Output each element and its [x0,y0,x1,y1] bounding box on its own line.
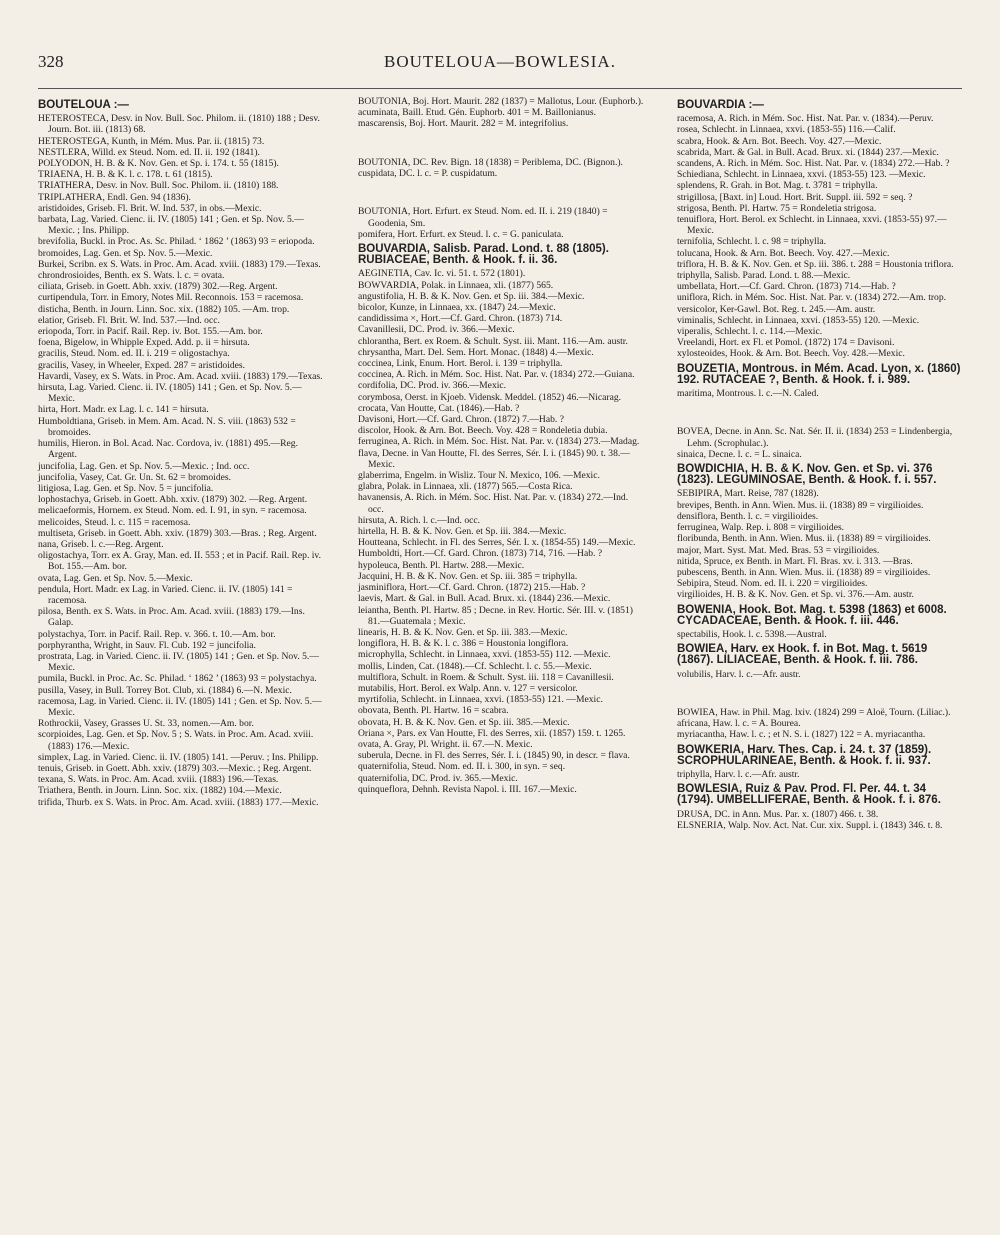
entry-list [358,96,645,240]
entry: lophostachya, Griseb. in Goett. Abh. xxiv. (1879) 302. —Reg. Argent. [38,494,308,506]
entry: hirsuta, A. Rich. l. c.—Ind. occ. [358,514,481,526]
entry: versicolor, Ker-Gawl. Bot. Reg. t. 245.—Am. austr. [677,303,876,315]
entry: pubescens, Benth. in Ann. Wien. Mus. ii. (1838) 89 = virgilioides. [677,566,931,578]
entry: TRIAENA, H. B. & K. l. c. 178. t. 61 (1815). [38,169,213,181]
entry: oligostachya, Torr. ex A. Gray, Man. ed. II. 553 ; et in Pacif. Rail. Rep. iv. Bot. 155.—Am. bor. [38,550,321,573]
entry-list [677,669,964,741]
entry: coccinea, A. Rich. in Mém. Soc. Hist. Nat. Par. v. (1834) 272.—Guiana. [358,369,635,381]
entry: melicaeformis, Hornem. ex Steud. Nom. ed. I. 91, in syn. = racemosa. [38,505,307,517]
column-1 [38,96,325,808]
entry: scabra, Hook. & Arn. Bot. Beech. Voy. 427.—Mexic. [677,135,882,147]
entry: corymbosa, Oerst. in Kjoeb. Vidensk. Meddel. (1852) 46.—Nicarag. [358,391,622,403]
entry: virgilioides, H. B. & K. Nov. Gen. et Sp. vi. 376.—Am. austr. [677,589,914,601]
entry: mutabilis, Hort. Berol. ex Walp. Ann. v. 127 = versicolor. [358,682,578,694]
entry-list [677,809,964,831]
entry: polystachya, Torr. in Pacif. Rail. Rep. v. 366. t. 10.—Am. bor. [38,628,276,640]
entry: Houtteana, Schlecht. in Fl. des Serres, Sér. I. x. (1854-55) 149.—Mexic. [358,537,636,549]
entry: gracilis, Steud. Nom. ed. II. i. 219 = oligostachya. [38,348,230,360]
entry: barbata, Lag. Varied. Cienc. ii. IV. (1805) 141 ; Gen. et Sp. Nov. 5.—Mexic. ; Ins. Philipp. [38,214,304,237]
entry: candidissima ×, Hort.—Cf. Gard. Chron. (1873) 714. [358,313,563,325]
entry: simplex, Lag. in Varied. Cienc. ii. IV. (1805) 141. —Peruv. ; Ins. Philipp. [38,751,319,763]
entry: flava, Decne. in Van Houtte, Fl. des Serres, Sér. I. i. (1845) 90. t. 38.—Mexic. [358,447,630,470]
entry: acuminata, Baill. Etud. Gén. Euphorb. 401 = M. Baillonianus. [358,107,597,119]
genus-heading: BOUTELOUA :— [38,99,129,111]
genus-heading: BOWLESIA, Ruiz & Pav. Prod. Fl. Per. 44. t. 34 (1794). UMBELLIFERAE, Benth. & Hook. f. i. 876. [677,783,941,807]
entry: Schiediana, Schlecht. in Linnaea, xxvi. (1853-55) 123. —Mexic. [677,169,926,181]
entry: chrondrosioides, Benth. ex S. Wats. l. c. = ovata. [38,270,225,282]
entry: Sebipira, Steud. Nom. ed. II. i. 220 = virgilioides. [677,578,868,590]
entry: eriopoda, Torr. in Pacif. Rail. Rep. iv. Bot. 155.—Am. bor. [38,326,263,338]
spacer [677,689,964,697]
entry: ferruginea, A. Rich. in Mém. Soc. Hist. Nat. Par. v. (1834) 273.—Madag. [358,436,640,448]
entry: triphylla, Harv. l. c.—Afr. austr. [677,768,800,780]
entry: umbellata, Hort.—Cf. Gard. Chron. (1873) 714.—Hab. ? [677,281,896,293]
entry: tenuiflora, Hort. Berol. ex Schlecht. in Linnaea, xxvi. (1853-55) 97.—Mexic. [677,214,947,237]
entry: ciliata, Griseb. in Goett. Abh. xxiv. (1879) 302.—Reg. Argent. [38,281,278,293]
entry: POLYODON, H. B. & K. Nov. Gen. et Sp. i. 174. t. 55 (1815). [38,158,279,170]
entry: Jacquini, H. B. & K. Nov. Gen. et Sp. iii. 385 = triphylla. [358,570,578,582]
entry: multiseta, Griseb. in Goett. Abh. xxiv. (1879) 303.—Bras. ; Reg. Argent. [38,527,317,539]
entry: myrtifolia, Schlecht. in Linnaea, xxvi. (1853-55) 121. —Mexic. [358,694,603,706]
entry: melicoides, Steud. l. c. 115 = racemosa. [38,516,191,528]
entry: bicolor, Kunze, in Linnaea, xx. (1847) 24.—Mexic. [358,302,556,314]
genus-heading: BOWDICHIA, H. B. & K. Nov. Gen. et Sp. vi. 376 (1823). LEGUMINOSAE, Benth. & Hook. f. i. 557. [677,463,937,487]
genus-heading: BOWIEA, Harv. ex Hook. f. in Bot. Mag. t. 5619 (1867). LILIACEAE, Benth. & Hook. f. iii. 786. [677,643,928,667]
entry: TRIATHERA, Desv. in Nov. Bull. Soc. Philom. ii. (1810) 188. [38,180,279,192]
entry: triphylla, Salisb. Parad. Lond. t. 88.—Mexic. [677,270,851,282]
entry: texana, S. Wats. in Proc. Am. Acad. xviii. (1883) 196.—Texas. [38,774,279,786]
entry: BOUTONIA, Hort. Erfurt. ex Steud. Nom. ed. II. i. 219 (1840) = Goodenia, Sm. [358,206,608,229]
entry: Humboldti, Hort.—Cf. Gard. Chron. (1873) 714, 716. —Hab. ? [358,548,603,560]
entry: cordifolia, DC. Prod. iv. 366.—Mexic. [358,380,507,392]
entry: multiflora, Schult. in Roem. & Schult. Syst. iii. 118 = Cavanillesii. [358,671,614,683]
entry: microphylla, Schlecht. in Linnaea, xxvi. (1853-55) 112. —Mexic. [358,649,611,661]
entry: curtipendula, Torr. in Emory, Notes Mil. Reconnois. 153 = racemosa. [38,292,304,304]
entry: floribunda, Benth. in Ann. Wien. Mus. ii. (1838) 89 = virgilioides. [677,533,931,545]
entry: brevifolia, Buckl. in Proc. As. Sc. Philad. ‘ 1862 ’ (1863) 93 = eriopoda. [38,236,315,248]
entry: Triathera, Benth. in Journ. Linn. Soc. xix. (1882) 104.—Mexic. [38,785,282,797]
entry-list [358,268,645,795]
entry: pilosa, Benth. ex S. Wats. in Proc. Am. Acad. xviii. (1883) 179.—Ins. Galap. [38,606,305,629]
genus-heading: BOWKERIA, Harv. Thes. Cap. i. 24. t. 37 (1859). SCROPHULARINEAE, Benth. & Hook. f. ii. 937. [677,743,932,767]
entry: chrysantha, Mart. Del. Sem. Hort. Monac. (1848) 4.—Mexic. [358,346,594,358]
entry: brevipes, Benth. in Ann. Wien. Mus. ii. (1838) 89 = virgilioides. [677,499,924,511]
entry: hypoleuca, Benth. Pl. Hartw. 288.—Mexic. [358,559,525,571]
page-header [38,52,962,78]
entry: tolucana, Hook. & Arn. Bot. Beech. Voy. 427.—Mexic. [677,247,890,259]
entry: scabrida, Mart. & Gal. in Bull. Acad. Brux. xi. (1844) 237.—Mexic. [677,146,939,158]
entry: obovata, H. B. & K. Nov. Gen. et Sp. iii. 385.—Mexic. [358,716,570,728]
entry: glabra, Polak. in Linnaea, xli. (1877) 565.—Costa Rica. [358,481,573,493]
entry: Davisoni, Hort.—Cf. Gard. Chron. (1872) 7.—Hab. ? [358,414,564,426]
entry: prostrata, Lag. in Varied. Cienc. ii. IV. (1805) 141 ; Gen. et Sp. Nov. 5.—Mexic. [38,650,319,674]
entry: SEBIPIRA, Mart. Reise, 787 (1828). [677,488,819,500]
entry: viperalis, Schlecht. l. c. 114.—Mexic. [677,326,823,338]
entry: quaternifolia, DC. Prod. iv. 365.—Mexic. [358,772,518,784]
entry: foena, Bigelow, in Whipple Exped. Add. p. ii = hirsuta. [38,337,250,349]
entry: Oriana ×, Pars. ex Van Houtte, Fl. des Serres, xii. (1857) 159. t. 1265. [358,727,626,739]
entry: humilis, Hieron. in Bol. Acad. Nac. Cordova, iv. (1881) 495.—Reg. Argent. [38,438,298,461]
entry-list [677,769,964,780]
page-number: 328 [38,52,64,71]
entry: gracilis, Vasey, in Wheeler, Exped. 287 = aristidoides. [38,359,246,371]
spacer [358,189,645,197]
entry: juncifolia, Vasey, Cat. Gr. Un. St. 62 = bromoides. [38,471,232,483]
entry: quinqueflora, Dehnh. Revista Napol. i. III. 167.—Mexic. [358,783,577,795]
entry: hirtella, H. B. & K. Nov. Gen. et Sp. iii. 384.—Mexic. [358,526,567,538]
entry: longiflora, H. B. & K. l. c. 386 = Houstonia longiflora. [358,638,569,650]
entry: NESTLERA, Willd. ex Steud. Nom. ed. II. ii. 192 (1841). [38,146,260,158]
entry: ferruginea, Walp. Rep. i. 808 = virgilioides. [677,522,845,534]
genus-heading: BOUZETIA, Montrous. in Mém. Acad. Lyon, x. (1860) 192. RUTACEAE ?, Benth. & Hook. f. i. 989. [677,362,961,386]
entry: Vreelandi, Hort. ex Fl. et Pomol. (1872) 174 = Davisoni. [677,337,895,349]
column-3 [677,96,964,831]
entry: leiantha, Benth. Pl. Hartw. 85 ; Decne. in Rev. Hortic. Sér. III. v. (1851) 81.—Guatemala ; Mexic. [358,604,633,627]
header-rule [38,88,962,89]
entry: scandens, A. Rich. in Mém. Soc. Hist. Nat. Par. v. (1834) 272.—Hab. ? [677,158,950,170]
entry: bromoides, Lag. Gen. et Sp. Nov. 5.—Mexic. [38,247,213,259]
entry: pendula, Hort. Madr. ex Lag. in Varied. Cienc. ii. IV. (1805) 141 = racemosa. [38,583,293,606]
entry-list [677,388,964,460]
entry: pomifera, Hort. Erfurt. ex Steud. l. c. = G. paniculata. [358,228,564,240]
entry: Rothrockii, Vasey, Grasses U. St. 33, nomen.—Am. bor. [38,718,254,730]
entry: glaberrima, Engelm. in Wisliz. Tour N. Mexico, 106. —Mexic. [358,470,600,482]
entry: laevis, Mart. & Gal. in Bull. Acad. Brux. xi. (1844) 236.—Mexic. [358,593,611,605]
running-head: BOUTELOUA—BOWLESIA. [384,52,616,71]
entry: sinaica, Decne. l. c. = L. sinaica. [677,448,802,460]
entry-list [677,488,964,600]
entry: trifida, Thurb. ex S. Wats. in Proc. Am. Acad. xviii. (1883) 177.—Mexic. [38,796,319,808]
entry: tenuis, Griseb. in Goett. Abh. xxiv. (1879) 303.—Mexic. ; Reg. Argent. [38,762,312,774]
entry: pumila, Buckl. in Proc. Ac. Sc. Philad. ‘ 1862 ’ (1863) 93 = polystachya. [38,673,317,685]
entry-list [677,113,964,359]
entry: litigiosa, Lag. Gen. et Sp. Nov. 5 = juncifolia. [38,482,214,494]
entry: aristidoides, Griseb. Fl. Brit. W. Ind. 537, in obs.—Mexic. [38,202,262,214]
entry: mascarensis, Boj. Hort. Maurit. 282 = M. integrifolius. [358,118,569,130]
entry: ovata, A. Gray, Pl. Wright. ii. 67.—N. Mexic. [358,738,533,750]
entry: pusilla, Vasey, in Bull. Torrey Bot. Club, xi. (1884) 6.—N. Mexic. [38,684,292,696]
entry: cuspidata, DC. l. c. = P. cuspidatum. [358,168,498,179]
entry: uniflora, Rich. in Mém. Soc. Hist. Nat. Par. v. (1834) 272.—Am. trop. [677,292,947,304]
column-2 [358,96,645,795]
entry: triflora, H. B. & K. Nov. Gen. et Sp. iii. 386. t. 288 = Houstonia triflora. [677,258,954,270]
entry: porphyrantha, Wright, in Sauv. Fl. Cub. 192 = juncifolia. [38,639,256,651]
entry: africana, Haw. l. c. = A. Bourea. [677,718,801,730]
entry: DRUSA, DC. in Ann. Mus. Par. x. (1807) 466. t. 38. [677,808,879,820]
entry: spectabilis, Hook. l. c. 5398.—Austral. [677,628,827,640]
entry: major, Mart. Syst. Mat. Med. Bras. 53 = virgilioides. [677,544,880,556]
entry: AEGINETIA, Cav. Ic. vi. 51. t. 572 (1801). [358,268,526,280]
entry: havanensis, A. Rich. in Mém. Soc. Hist. Nat. Par. v. (1834) 272.—Ind. occ. [358,492,629,515]
entry: nana, Griseb. l. c.—Reg. Argent. [38,538,164,550]
entry: juncifolia, Lag. Gen. et Sp. Nov. 5.—Mexic. ; Ind. occ. [38,460,250,472]
entry: scorpioides, Lag. Gen. et Sp. Nov. 5 ; S. Wats. in Proc. Am. Acad. xviii. (1883) 176.—Mexic. [38,729,314,752]
entry: elatior, Griseb. Fl. Brit. W. Ind. 537.—Ind. occ. [38,314,220,326]
entry: BOUTONIA, Boj. Hort. Maurit. 282 (1837) = Mallotus, Lour. (Euphorb.). [358,96,644,107]
entry: ovata, Lag. Gen. et Sp. Nov. 5.—Mexic. [38,572,193,584]
entry: obovata, Benth. Pl. Hartw. 16 = scabra. [358,705,509,717]
entry: xylosteoides, Hook. & Arn. Bot. Beech. Voy. 428.—Mexic. [677,348,905,360]
entry: racemosa, Lag. in Varied. Cienc. ii. IV. (1805) 141 ; Gen. et Sp. Nov. 5.—Mexic. [38,695,322,718]
entry: densiflora, Benth. l. c. = virgilioides. [677,510,819,522]
entry: hirta, Hort. Madr. ex Lag. l. c. 141 = hirsuta. [38,404,209,416]
entry: angustifolia, H. B. & K. Nov. Gen. et Sp. iii. 384.—Mexic. [358,290,585,302]
entry: BOUTONIA, DC. Rev. Bign. 18 (1838) = Periblema, DC. (Bignon.). [358,156,623,168]
entry: hirsuta, Lag. Varied. Cienc. ii. IV. (1805) 141 ; Gen. et Sp. Nov. 5.—Mexic. [38,382,302,405]
entry: strigillosa, [Baxt. in] Loud. Hort. Brit. Suppl. iii. 592 = seq. ? [677,191,913,203]
entry: Burkei, Scribn. ex S. Wats. in Proc. Am. Acad. xviii. (1883) 179.—Texas. [38,258,321,270]
entry: Cavanillesii, DC. Prod. iv. 366.—Mexic. [358,324,515,336]
entry: disticha, Benth. in Journ. Linn. Soc. xix. (1882) 105. —Am. trop. [38,303,290,315]
genus-heading: BOUVARDIA, Salisb. Parad. Lond. t. 88 (1805). RUBIACEAE, Benth. & Hook. f. ii. 36. [358,243,609,267]
entry-list [677,629,964,640]
entry: discolor, Hook. & Arn. Bot. Beech. Voy. 428 = Rondeletia dubia. [358,425,608,437]
entry-list [38,113,325,808]
entry: maritima, Montrous. l. c.—N. Caled. [677,388,819,400]
entry: jasminiflora, Hort.—Cf. Gard. Chron. (1872) 215.—Hab. ? [358,582,586,594]
entry: Havardi, Vasey, ex S. Wats. in Proc. Am. Acad. xviii. (1883) 179.—Texas. [38,370,323,382]
entry: coccinea, Link, Enum. Hort. Berol. i. 139 = triphylla. [358,358,563,370]
entry: strigosa, Benth. Pl. Hartw. 75 = Rondeletia strigosa. [677,202,877,214]
entry: volubilis, Harv. l. c.—Afr. austr. [677,668,801,680]
entry: viminalis, Schlecht. in Linnaea, xxvi. (1853-55) 120. —Mexic. [677,314,920,326]
entry: ternifolia, Schlecht. l. c. 98 = triphylla. [677,236,827,248]
entry: nitida, Spruce, ex Benth. in Mart. Fl. Bras. xv. i. 313. —Bras. [677,555,913,567]
entry: mollis, Linden, Cat. (1848).—Cf. Schlecht. l. c. 55.—Mexic. [358,660,592,672]
entry: rosea, Schlecht. in Linnaea, xxvi. (1853-55) 116.—Calif. [677,124,896,136]
entry: TRIPLATHERA, Endl. Gen. 94 (1836). [38,191,191,203]
entry: quaternifolia, Steud. Nom. ed. II. i. 300, in syn. = seq. [358,761,566,773]
entry: crocata, Van Houtte, Cat. (1846).—Hab. ? [358,402,520,414]
genus-heading: BOUVARDIA :— [677,99,764,111]
genus-heading: BOWENIA, Hook. Bot. Mag. t. 5398 (1863) et 6008. CYCADACEAE, Benth. & Hook. f. iii. 446. [677,603,947,627]
entry: ELSNERIA, Walp. Nov. Act. Nat. Cur. xix. Suppl. i. (1843) 346. t. 8. [677,819,943,831]
entry: BOVEA, Decne. in Ann. Sc. Nat. Sér. II. ii. (1834) 253 = Lindenbergia, Lehm. (Scrophulac.). [677,426,953,449]
entry: myriacantha, Haw. l. c. ; et N. S. i. (1827) 122 = A. myriacantha. [677,729,926,741]
spacer [677,409,964,417]
entry: racemosa, A. Rich. in Mém. Soc. Hist. Nat. Par. v. (1834).—Peruv. [677,113,934,125]
entry: linearis, H. B. & K. Nov. Gen. et Sp. iii. 383.—Mexic. [358,626,568,638]
entry: HETEROSTECA, Desv. in Nov. Bull. Soc. Philom. ii. (1810) 188 ; Desv. Journ. Bot. iii. (1813) 68. [38,113,320,136]
entry: Humboldtiana, Griseb. in Mem. Am. Acad. N. S. viii. (1863) 532 = bromoides. [38,415,296,438]
entry: BOWIEA, Haw. in Phil. Mag. lxiv. (1824) 299 = Aloë, Tourn. (Liliac.). [677,706,951,718]
entry: HETEROSTEGA, Kunth, in Mém. Mus. Par. ii. (1815) 73. [38,135,265,147]
entry: BOWVARDIA, Polak. in Linnaea, xli. (1877) 565. [358,279,554,291]
entry: suberula, Decne. in Fl. des Serres, Sér. I. i. (1845) 90, in descr. = flava. [358,750,630,762]
entry: chlorantha, Bert. ex Roem. & Schult. Syst. iii. Mant. 116.—Am. austr. [358,335,628,347]
spacer [358,139,645,147]
entry: splendens, R. Grah. in Bot. Mag. t. 3781 = triphylla. [677,180,878,192]
